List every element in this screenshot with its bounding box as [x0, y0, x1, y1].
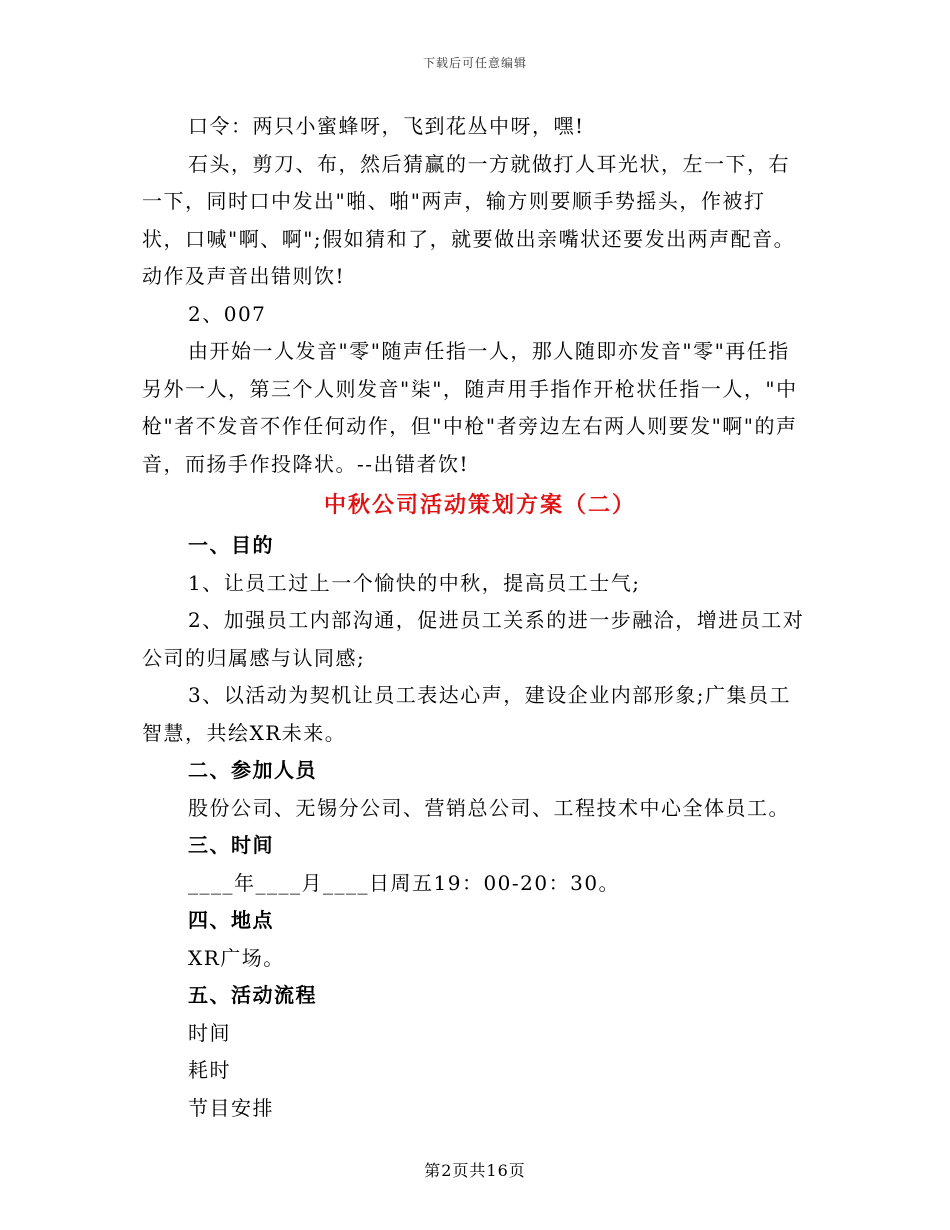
location-text: XR广场。: [188, 945, 285, 970]
process-column-program: 节目安排: [188, 1095, 274, 1120]
section-heading-participants: 二、参加人员: [188, 758, 317, 782]
purpose-item-3: 3、以活动为契机让员工表达心声，建设企业内部形象;广集员工智慧，共绘XR未来。: [142, 683, 791, 745]
process-column-duration: 耗时: [188, 1058, 231, 1082]
paragraph-game-007-rules: 由开始一人发音"零"随声任指一人，那人随即亦发音"零"再任指另外一人，第三个人则发音"柒"，随声用手指作开枪状任指一人，"中枪"者不发音不作任何动作，但"中枪"者旁边左右两人则要发"啊"的声音，而扬手作投降状。--出错者饮!: [142, 339, 798, 476]
time-text: ____年____月____日周五19：00-20：30。: [188, 870, 621, 895]
paragraph-game-007-label: 2、007: [188, 301, 267, 326]
section-heading-process: 五、活动流程: [188, 983, 317, 1007]
participants-text: 股份公司、无锡分公司、营销总公司、工程技术中心全体员工。: [188, 795, 790, 820]
document-body: [142, 108, 808, 1127]
process-column-time: 时间: [188, 1020, 231, 1045]
document-title: 中秋公司活动策划方案（二）: [323, 492, 636, 518]
section-heading-purpose: 一、目的: [188, 533, 274, 557]
page-footer: 第2页共16页: [424, 1161, 526, 1180]
section-heading-time: 三、时间: [188, 833, 274, 857]
paragraph-game-rules: 石头，剪刀、布，然后猜赢的一方就做打人耳光状，左一下，右一下，同时口中发出"啪、啪"两声，输方则要顺手势摇头，作被打状，口喊"啊、啊";假如猜和了，就要做出亲嘴状还要发出两声配音。动作及声音出错则饮!: [142, 151, 796, 288]
section-heading-location: 四、地点: [188, 908, 274, 932]
header-note: 下载后可任意编辑: [422, 56, 527, 70]
purpose-item-1: 1、让员工过上一个愉快的中秋，提高员工士气;: [188, 570, 641, 595]
purpose-item-2: 2、加强员工内部沟通，促进员工关系的进一步融洽，增进员工对公司的归属感与认同感;: [142, 608, 805, 670]
paragraph-slogan: 口令：两只小蜜蜂呀，飞到花丛中呀，嘿!: [188, 114, 585, 138]
